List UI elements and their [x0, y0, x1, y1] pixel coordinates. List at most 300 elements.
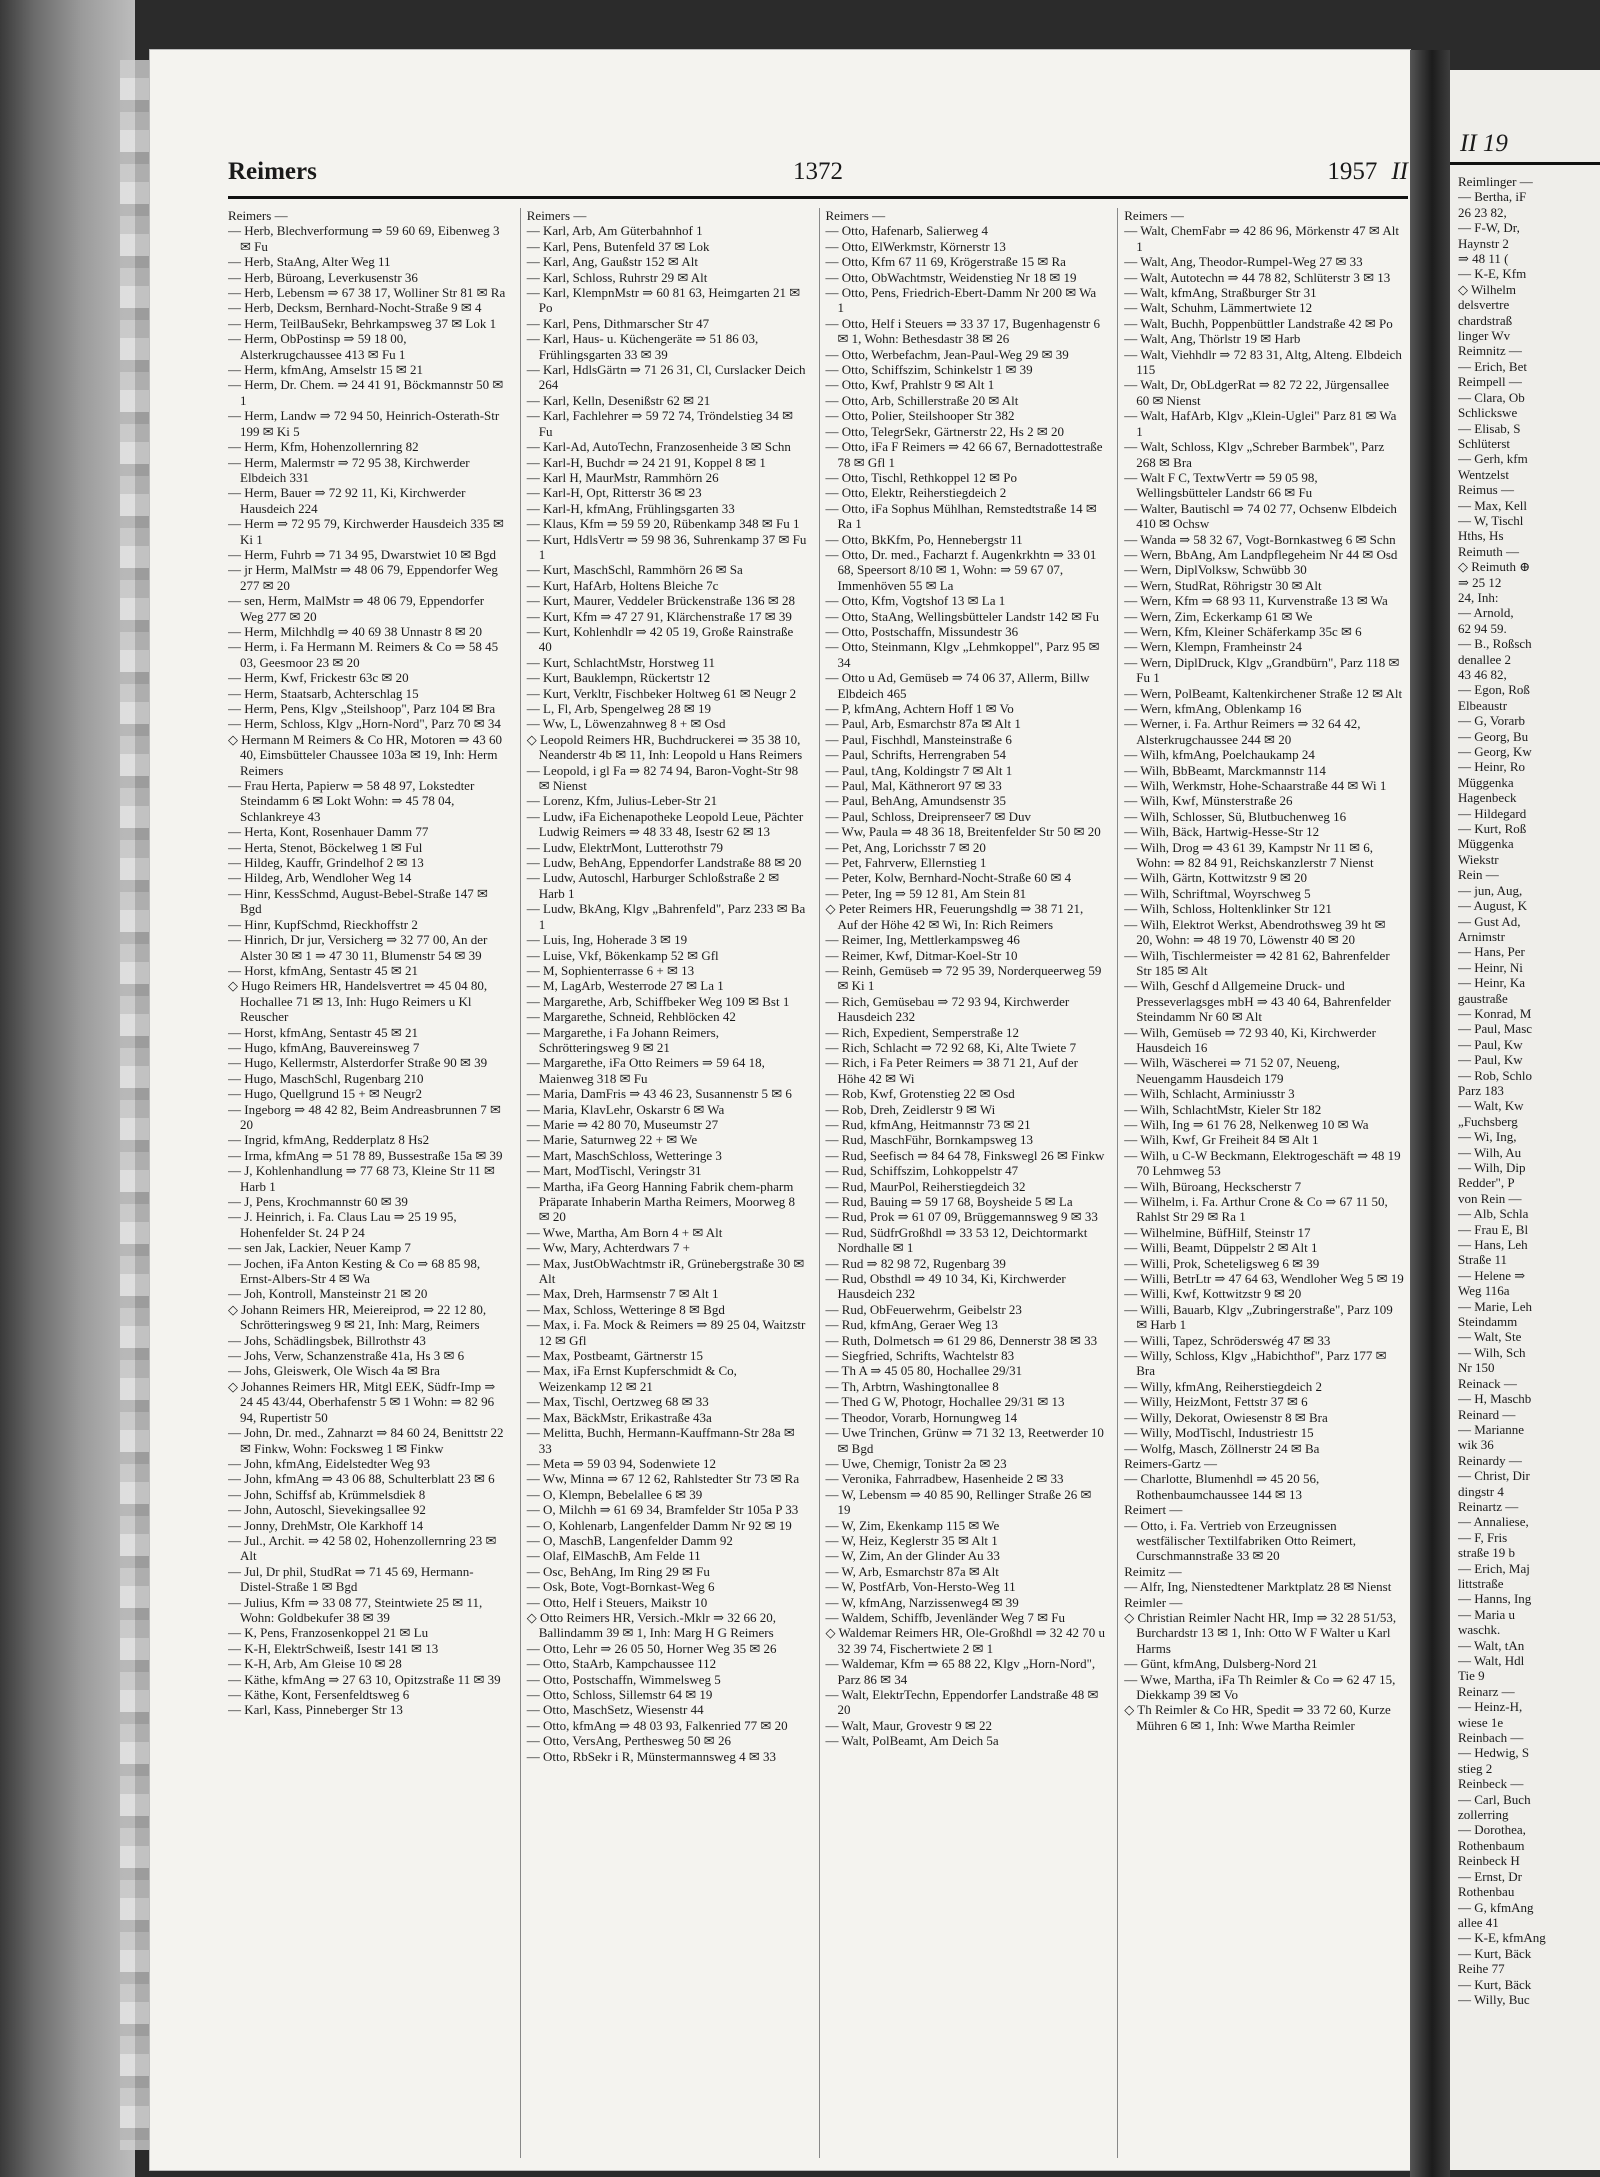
directory-entry: — Wilhelmine, BüfHilf, Steinstr 17 [1124, 1224, 1311, 1240]
directory-entry: — Siegfried, Schrifts, Wachtelstr 83 [825, 1348, 1015, 1364]
directory-entry: — Willi, BetrLtr ⇒ 47 64 63, Wendloher Weg 5 ✉ 19 [1124, 1271, 1404, 1287]
directory-entry: — Otto, Werbefachm, Jean-Paul-Weg 29 ✉ 39 [825, 346, 1069, 362]
directory-entry: — John, kfmAng, Eidelstedter Weg 93 [228, 1455, 430, 1471]
directory-entry: — Luis, Ing, Hoherade 3 ✉ 19 [526, 932, 688, 948]
directory-entry: — Otto, i. Fa. Vertrieb von Erzeugnissen westfälischer Textilfabriken Otto Reimert, Curschmannstraße 33 ✉ 20 [1124, 1517, 1357, 1564]
directory-entry: — Julius, Kfm ⇒ 33 08 77, Steintwiete 25 ✉ 11, Wohn: Goldbekufer 38 ✉ 39 [228, 1594, 483, 1625]
directory-entry: — Paul, BehAng, Amundsenstr 35 [825, 793, 1007, 809]
directory-entry: — Otto, Schloss, Sillemstr 64 ✉ 19 [526, 1687, 713, 1702]
directory-entry: — Rud, ObFeuerwehrm, Geibelstr 23 [825, 1301, 1022, 1317]
next-page-header: II 19 [1460, 130, 1508, 157]
directory-entry: — Herm, Fuhrb ⇒ 71 34 95, Dwarstwiet 10 ✉ Bgd [228, 546, 497, 562]
next-page-line: Tie 9 [1458, 1668, 1485, 1684]
next-page-line: — Rob, Schlo [1458, 1067, 1533, 1083]
directory-entry: — Kurt, Bauklempn, Rückertstr 12 [526, 670, 711, 686]
directory-column-3 [819, 208, 1110, 2158]
directory-entry: — Herb, Decksm, Bernhard-Nocht-Straße 9 ✉ 4 [228, 300, 482, 316]
next-page-line: delsvertre [1458, 297, 1510, 313]
directory-entry: ◇ Leopold Reimers HR, Buchdruckerei ⇒ 35 38 10, Neanderstr 4b ✉ 11, Inh: Leopold u Hans Reimers [526, 731, 803, 763]
directory-entry: ◇ Th Reimler & Co HR, Spedit ⇒ 33 72 60, Kurze Mühren 6 ✉ 1, Inh: Wwe Martha Reimler [1124, 1702, 1391, 1733]
directory-entry: — Hinr, KupfSchmd, Rieckhoffstr 2 [228, 916, 418, 932]
directory-entry: — Rich, Schlacht ⇒ 72 92 68, Ki, Alte Twiete 7 [825, 1039, 1077, 1055]
next-page-line: Hagenbeck [1458, 790, 1517, 806]
directory-entry: — Käthe, kfmAng ⇒ 27 63 10, Opitzstraße 11 ✉ 39 [228, 1671, 501, 1687]
next-page-line: dingstr 4 [1458, 1483, 1504, 1499]
directory-entry: — Otto, ObWachtmstr, Weidenstieg Nr 18 ✉ 19 [825, 269, 1077, 285]
directory-entry: — John, Dr. med., Zahnarzt ⇒ 84 60 24, Benittstr 22 ✉ Finkw, Wohn: Focksweg 1 ✉ Finkw [228, 1425, 504, 1456]
next-page-line: — Paul, Masc [1458, 1021, 1533, 1037]
next-page-line: Reinbach — [1458, 1730, 1524, 1746]
directory-entry: — Herm, Kwf, Frickestr 63c ✉ 20 [228, 670, 409, 686]
directory-entry: — Wolfg, Masch, Zöllnerstr 24 ✉ Ba [1124, 1440, 1320, 1456]
next-page-line: — Hans, Per [1458, 944, 1525, 960]
next-page-line: — Paul, Kw [1458, 1036, 1523, 1052]
directory-entry: — Käthe, Kont, Fersenfeldtsweg 6 [228, 1687, 410, 1702]
directory-entry: ◇ Johannes Reimers HR, Mitgl EEK, Südfr-Imp ⇒ 24 45 43/44, Oberhafenstr 5 ✉ 1 Wohn: ⇒ 82 96 94, Rupertistr 50 [228, 1378, 496, 1425]
directory-entry: — Uwe, Chemigr, Tonistr 2a ✉ 23 [825, 1455, 1007, 1471]
directory-entry: — K, Pens, Franzosenkoppel 21 ✉ Lu [228, 1625, 429, 1641]
directory-entry: — Margarethe, i Fa Johann Reimers, Schrötteringsweg 9 ✉ 21 [526, 1024, 719, 1055]
directory-entry: ◇ Waldemar Reimers HR, Ole-Großhdl ⇒ 32 42 70 u 32 39 74, Fischertwiete 2 ✉ 1 [825, 1625, 1106, 1656]
directory-entry: — Walt, kfmAng, Straßburger Str 31 [1124, 285, 1317, 301]
directory-entry: — Peter, Ing ⇒ 59 12 81, Am Stein 81 [825, 885, 1027, 901]
directory-entry: — Wilh, Büroang, Heckscherstr 7 [1124, 1178, 1302, 1194]
next-page-line: „Fuchsberg [1458, 1113, 1518, 1129]
next-page-line: Nr 150 [1458, 1360, 1495, 1376]
directory-entry: — Herb, Büroang, Leverkusenstr 36 [228, 269, 418, 285]
directory-entry: — Waldem, Schiffb, Jevenländer Weg 7 ✉ Fu [825, 1609, 1066, 1625]
directory-entry: — Kurt, MaschSchl, Rammhörn 26 ✉ Sa [526, 562, 743, 578]
directory-entry: — Rud, Schiffszim, Lohkoppelstr 47 [825, 1163, 1019, 1179]
directory-entry: — John, Schiffsf ab, Krümmelsdiek 8 [228, 1486, 426, 1502]
directory-entry: — Walter, Bautischl ⇒ 74 02 77, Ochsenw Elbdeich 410 ✉ Ochsw [1124, 500, 1397, 532]
directory-entry: — Herta, Kont, Rosenhauer Damm 77 [228, 824, 429, 840]
directory-entry: — Otto, Elektr, Reiherstiegdeich 2 [825, 485, 1007, 501]
directory-entry: — Otto, Schiffszim, Schinkelstr 1 ✉ 39 [825, 362, 1033, 378]
next-page-line: — jun, Aug, [1458, 882, 1523, 898]
directory-entry: — Ruth, Dolmetsch ⇒ 61 29 86, Dennerstr 38 ✉ 33 [825, 1332, 1098, 1348]
next-page-line: — Heinr, Ka [1458, 975, 1525, 991]
directory-entry: — O, Kohlenarb, Langenfelder Damm Nr 92 ✉ 19 [526, 1517, 792, 1533]
directory-entry: Reimitz — [1124, 1563, 1182, 1579]
directory-entry: ◇ Johann Reimers HR, Meiereiprod, ⇒ 22 12 80, Schrötteringsweg 9 ✉ 21, Inh: Marg, Reimers [228, 1301, 487, 1333]
directory-entry: — Walt, Buchh, Poppenbüttler Landstraße 42 ✉ Po [1124, 315, 1393, 331]
directory-entry: — Ludw, ElektrMont, Lutterothstr 79 [526, 839, 724, 855]
next-page-line: Reimnitz — [1458, 343, 1522, 359]
header-head-word: Reimers [228, 158, 317, 185]
next-page-line: Müggenka [1458, 774, 1514, 790]
next-page-line: — Walt, tAn [1458, 1637, 1525, 1653]
directory-entry: — Rud, MaurPol, Reiherstiegdeich 32 [825, 1178, 1026, 1194]
directory-entry: — Otto, Steinmann, Klgv „Lehmkoppel", Parz 95 ✉ 34 [825, 639, 1100, 670]
next-page-line: — Kurt, Roß [1458, 821, 1527, 837]
header-volume: II [1391, 158, 1408, 185]
directory-entry: — Herta, Stenot, Böckelweg 1 ✉ Ful [228, 839, 423, 855]
directory-entry: — Karl H, MaurMstr, Rammhörn 26 [526, 469, 719, 485]
directory-entry: — Willy, kfmAng, Reiherstiegdeich 2 [1124, 1378, 1322, 1394]
directory-entry: — Max, Postbeamt, Gärtnerstr 15 [526, 1348, 703, 1364]
next-page-line: Reinbeck — [1458, 1776, 1524, 1792]
directory-entry: — Rud, Obsthdl ⇒ 49 10 34, Ki, Kirchwerder Hausdeich 232 [825, 1271, 1066, 1302]
next-page-line: Reimpell — [1458, 374, 1522, 390]
directory-entry: — L, Fl, Arb, Spengelweg 28 ✉ 19 [526, 701, 711, 716]
directory-entry: — Willy, Schloss, Klgv „Habichthof", Parz 177 ✉ Bra [1124, 1348, 1387, 1379]
directory-entry: — Melitta, Buchh, Hermann-Kauffmann-Str 28a ✉ 33 [526, 1425, 795, 1456]
directory-entry: — Kurt, Verkltr, Fischbeker Holtweg 61 ✉ Neugr 2 [526, 685, 797, 701]
next-page-line: — Carl, Buch [1458, 1791, 1531, 1807]
directory-entry: — Ludw, iFa Eichenapotheke Leopold Leue, Pächter Ludwig Reimers ⇒ 48 33 48, Isestr 62 ✉ 13 [526, 808, 804, 840]
directory-entry: — W, Heiz, Keglerstr 35 ✉ Alt 1 [825, 1532, 998, 1548]
book-binding [0, 0, 135, 2177]
directory-entry: — J. Heinrich, i. Fa. Claus Lau ⇒ 25 19 95, Hohenfelder St. 24 P 24 [228, 1209, 457, 1240]
directory-entry: — Rud, MaschFühr, Bornkampsweg 13 [825, 1132, 1033, 1148]
directory-entry: Reimers — [1124, 208, 1184, 223]
directory-entry: — Karl, Fachlehrer ⇒ 59 72 74, Tröndelstieg 34 ✉ Fu [526, 408, 793, 439]
next-page-line: — Egon, Roß [1458, 682, 1530, 698]
next-page-line: — Georg, Kw [1458, 744, 1532, 760]
directory-entry: — Mart, ModTischl, Veringstr 31 [526, 1163, 702, 1179]
directory-entry: — Johs, Gleiswerk, Ole Wisch 4a ✉ Bra [228, 1363, 440, 1379]
directory-entry: — Marie, Saturnweg 22 + ✉ We [526, 1132, 698, 1148]
directory-entry: — Otto, Polier, Steilshooper Str 382 [825, 408, 1015, 424]
next-page-column [1458, 174, 1600, 2007]
next-page-line: — Walt, Ste [1458, 1329, 1522, 1345]
directory-entry: — Margarethe, Schneid, Rehblöcken 42 [526, 1009, 736, 1025]
directory-entry: — Wilh, Schlosser, Sü, Blutbuchenweg 16 [1124, 808, 1347, 824]
directory-entry: — W, Arb, Esmarchstr 87a ✉ Alt [825, 1563, 999, 1579]
directory-entry: — Wilh, Bäck, Hartwig-Hesse-Str 12 [1124, 824, 1320, 840]
next-page-line: Reihe 77 [1458, 1961, 1505, 1977]
next-page-line: — F, Fris [1458, 1529, 1508, 1545]
directory-entry: — Herm, Milchhdlg ⇒ 40 69 38 Unnastr 8 ✉ 20 [228, 623, 482, 639]
directory-entry: — Herm, Bauer ⇒ 72 92 11, Ki, Kirchwerder Hausdeich 224 [228, 485, 466, 516]
next-page-line: — B., Roßsch [1458, 636, 1532, 652]
directory-entry: — Wern, DiplDruck, Klgv „Grandbürn", Parz 118 ✉ Fu 1 [1124, 654, 1400, 686]
directory-entry: — Wern, DiplVolksw, Schwübb 30 [1124, 562, 1307, 578]
directory-entry: — Irma, kfmAng ⇒ 51 78 89, Bussestraße 15a ✉ 39 [228, 1147, 503, 1163]
directory-entry: — J, Kohlenhandlung ⇒ 77 68 73, Kleine Str 11 ✉ Harb 1 [228, 1163, 495, 1194]
next-page-line: wik 36 [1458, 1437, 1494, 1453]
next-page-line: — W, Tischl [1458, 512, 1524, 528]
directory-entry: — Johs, Schädlingsbek, Billrothstr 43 [228, 1332, 426, 1348]
directory-entry: — Wwe, Martha, Am Born 4 + ✉ Alt [526, 1224, 723, 1240]
directory-entry: — Paul, Schrifts, Herrengraben 54 [825, 747, 1007, 763]
directory-entry: — Wilh, Gärtn, Kottwitzstr 9 ✉ 20 [1124, 870, 1307, 886]
directory-entry: — Willi, Kwf, Kottwitzstr 9 ✉ 20 [1124, 1286, 1302, 1302]
next-page-line: denallee 2 [1458, 651, 1512, 667]
directory-entry: — Walt, Autotechn ⇒ 44 78 82, Schlüterstr 3 ✉ 13 [1124, 269, 1391, 285]
directory-entry: — Otto, iFa F Reimers ⇒ 42 66 67, Bernadottestraße 78 ✉ Gfl 1 [825, 439, 1103, 470]
directory-entry: — Wwe, Martha, iFa Th Reimler & Co ⇒ 62 47 15, Diekkamp 39 ✉ Vo [1124, 1671, 1396, 1702]
next-page-line: Arnimstr [1458, 928, 1505, 944]
directory-entry: — Otto, Lehr ⇒ 26 05 50, Horner Weg 35 ✉ 26 [526, 1640, 777, 1656]
next-page-line: 24, Inh: [1458, 589, 1499, 605]
next-page-line: Reimus — [1458, 482, 1514, 498]
next-page-line: — Kurt, Bäck [1458, 1945, 1532, 1961]
next-page-line: Rothenbau [1458, 1884, 1515, 1900]
directory-entry: — Paul, tAng, Koldingstr 7 ✉ Alt 1 [825, 762, 1013, 778]
next-page-line: straße 19 b [1458, 1545, 1516, 1561]
next-page-line: — Gust Ad, [1458, 913, 1521, 929]
directory-entry: — Ww, L, Löwenzahnweg 8 + ✉ Osd [526, 716, 726, 732]
directory-entry: — Otto, Postschaffn, Missundestr 36 [825, 623, 1019, 639]
directory-entry: — Herm, i. Fa Hermann M. Reimers & Co ⇒ 58 45 03, Geesmoor 23 ✉ 20 [228, 639, 499, 670]
directory-entry: — Osk, Bote, Vogt-Bornkast-Weg 6 [526, 1579, 715, 1595]
next-page-line: — Erich, Maj [1458, 1560, 1530, 1576]
next-page-line: — H, Maschb [1458, 1391, 1532, 1407]
next-page-line: — Alb, Schla [1458, 1206, 1529, 1222]
directory-entry: — Joh, Kontroll, Mansteinstr 21 ✉ 20 [228, 1286, 428, 1302]
next-page-line: — Georg, Bu [1458, 728, 1529, 744]
directory-entry: — Wern, PolBeamt, Kaltenkirchener Straße 12 ✉ Alt [1124, 685, 1403, 701]
next-page-line: Steindamm [1458, 1314, 1518, 1330]
directory-entry: — Horst, kfmAng, Sentastr 45 ✉ 21 [228, 1024, 418, 1040]
directory-entry: — Otto, BkKfm, Po, Hennebergstr 11 [825, 531, 1023, 547]
directory-entry: — Wilh, Gemüseb ⇒ 72 93 40, Ki, Kirchwerder Hausdeich 16 [1124, 1024, 1376, 1055]
directory-entry: — Otto, ElWerkmstr, Körnerstr 13 [825, 238, 1006, 254]
next-page-line: — K-E, Kfm [1458, 266, 1527, 282]
page-header [228, 158, 1408, 198]
directory-entry: — Reimer, Ing, Mettlerkampsweg 46 [825, 932, 1020, 948]
directory-entry: — Reimer, Kwf, Ditmar-Koel-Str 10 [825, 947, 1018, 963]
directory-entry: — O, Klempn, Bebelallee 6 ✉ 39 [526, 1486, 703, 1502]
directory-entry: — Wilh, Elektrot Werkst, Abendrothsweg 39 ht ✉ 20, Wohn: ⇒ 48 19 70, Löwenstr 40 ✉ 20 [1124, 916, 1386, 948]
directory-entry: — Herm ⇒ 72 95 79, Kirchwerder Hausdeich 335 ✉ Ki 1 [228, 516, 504, 547]
directory-entry: — Jochen, iFa Anton Kesting & Co ⇒ 68 85 98, Ernst-Albers-Str 4 ✉ Wa [228, 1255, 481, 1287]
directory-entry: — Leopold, i gl Fa ⇒ 82 74 94, Baron-Voght-Str 98 ✉ Nienst [526, 762, 799, 794]
directory-entry: — Willi, Prok, Scheteligsweg 6 ✉ 39 [1124, 1255, 1320, 1271]
directory-entry: — Herm, ObPostinsp ⇒ 59 18 00, Alsterkrugchaussee 413 ✉ Fu 1 [228, 331, 407, 362]
directory-entry: — Willi, Beamt, Düppelstr 2 ✉ Alt 1 [1124, 1240, 1318, 1256]
directory-entry: — Otto, Dr. med., Facharzt f. Augenkrkhtn ⇒ 33 01 68, Speersort 8/10 ✉ 1, Wohn: ⇒ 59 67 07, Immenhöven 55 ✉ La [825, 546, 1097, 593]
directory-entry: — John, kfmAng ⇒ 43 06 88, Schulterblatt 23 ✉ 6 [228, 1471, 495, 1487]
next-page-line: — Konrad, M [1458, 1005, 1532, 1021]
directory-entry: — Hugo, MaschSchl, Rugenbarg 210 [228, 1070, 424, 1086]
next-page-line: — Max, Kell [1458, 497, 1527, 513]
directory-columns [228, 208, 1408, 2158]
directory-entry: — Kurt, HafArb, Holtens Bleiche 7c [526, 577, 719, 593]
directory-column-4 [1117, 208, 1408, 2158]
directory-entry: — Hugo, Kellermstr, Alsterdorfer Straße 90 ✉ 39 [228, 1055, 488, 1071]
next-page-line: — Christ, Dir [1458, 1468, 1530, 1484]
directory-entry: — Walt, Viehhdlr ⇒ 72 83 31, Altg, Alteng. Elbdeich 115 [1124, 346, 1402, 378]
directory-entry: — Mart, MaschSchloss, Wetteringe 3 [526, 1147, 722, 1163]
directory-entry: Reimler — [1124, 1594, 1183, 1610]
directory-entry: — Wilh, BbBeamt, Marckmannstr 114 [1124, 762, 1326, 778]
directory-entry: — Johs, Verw, Schanzenstraße 41a, Hs 3 ✉ 6 [228, 1348, 465, 1364]
directory-entry: — Martha, iFa Georg Hanning Fabrik chem-pharm Präparate Inhaberin Martha Reimers, Moorweg 8 ✉ 20 [526, 1178, 796, 1225]
header-year: 1957 [1327, 158, 1378, 185]
next-page-line: littstraße [1458, 1575, 1504, 1591]
directory-entry: — Herm, kfmAng, Amselstr 15 ✉ 21 [228, 362, 424, 378]
directory-entry: — Herm, Schloss, Klgv „Horn-Nord", Parz 70 ✉ 34 [228, 716, 501, 732]
directory-entry: — Veronika, Fahrradbew, Hasenheide 2 ✉ 33 [825, 1471, 1064, 1487]
next-page-line: — Dorothea, [1458, 1822, 1526, 1838]
directory-entry: — Hildeg, Arb, Wendloher Weg 14 [228, 870, 412, 886]
next-page-line: Reimuth — [1458, 543, 1520, 559]
directory-entry: — Karl, Kelln, Desenißstr 62 ✉ 21 [526, 392, 711, 408]
directory-entry: — Otto, Tischl, Rethkoppel 12 ✉ Po [825, 469, 1017, 485]
directory-entry: — Margarethe, iFa Otto Reimers ⇒ 59 64 18, Maienweg 318 ✉ Fu [526, 1055, 765, 1086]
directory-entry: — Hildeg, Kauffr, Grindelhof 2 ✉ 13 [228, 855, 424, 871]
directory-entry: — Otto, TelegrSekr, Gärtnerstr 22, Hs 2 ✉ 20 [825, 423, 1064, 439]
next-page-line: — K-E, kfmAng [1458, 1930, 1546, 1946]
directory-entry: — Karl-H, Buchdr ⇒ 24 21 91, Koppel 8 ✉ 1 [526, 454, 766, 470]
directory-entry: — jr Herm, MalMstr ⇒ 48 06 79, Eppendorfer Weg 277 ✉ 20 [228, 562, 498, 593]
directory-entry: — Margarethe, Arb, Schiffbeker Weg 109 ✉ Bst 1 [526, 993, 790, 1009]
next-page-line: 43 46 82, [1458, 667, 1507, 682]
next-page-line: — Hans, Leh [1458, 1237, 1528, 1253]
directory-entry: — Karl-H, Opt, Ritterstr 36 ✉ 23 [526, 485, 702, 501]
directory-entry: — M, Sophienterrasse 6 + ✉ 13 [526, 962, 695, 978]
directory-entry: — Herm, Dr. Chem. ⇒ 24 41 91, Böckmannstr 50 ✉ 1 [228, 377, 504, 408]
next-page-line: wiese 1e [1458, 1714, 1504, 1730]
directory-entry: — Pet, Ang, Lorichsstr 7 ✉ 20 [825, 839, 986, 855]
directory-entry: — K-H, ElektrSchweiß, Isestr 141 ✉ 13 [228, 1640, 439, 1656]
directory-entry: Reimers-Gartz — [1124, 1455, 1218, 1471]
directory-entry: Reimers — [526, 208, 587, 223]
directory-entry: — Ingrid, kfmAng, Redderplatz 8 Hs2 [228, 1132, 430, 1148]
directory-entry: — Ingeborg ⇒ 48 42 82, Beim Andreasbrunnen 7 ✉ 20 [228, 1101, 501, 1132]
directory-entry: — Herb, Blechverformung ⇒ 59 60 69, Eibenweg 3 ✉ Fu [228, 223, 500, 254]
next-page-line: — Kurt, Bäck [1458, 1976, 1532, 1992]
directory-entry: — Herm, Malermstr ⇒ 72 95 38, Kirchwerder Elbdeich 331 [228, 454, 470, 485]
directory-entry: — Karl, Kass, Pinneberger Str 13 [228, 1702, 403, 1718]
directory-entry: — Wilh, kfmAng, Poelchaukamp 24 [1124, 747, 1315, 763]
next-page-line: — Elisab, S [1458, 420, 1521, 436]
directory-entry: — Th A ⇒ 45 05 80, Hochallee 29/31 [825, 1363, 1023, 1379]
next-page-line: Reinack — [1458, 1375, 1517, 1391]
directory-entry: — Walt, ElektrTechn, Eppendorfer Landstraße 48 ✉ 20 [825, 1687, 1099, 1718]
directory-entry: — Ww, Mary, Achterdwars 7 + [526, 1240, 690, 1256]
directory-entry: — Ludw, BehAng, Eppendorfer Landstraße 88 ✉ 20 [526, 855, 802, 871]
directory-entry: — J, Pens, Krochmannstr 60 ✉ 39 [228, 1194, 408, 1209]
directory-entry: — Otto, iFa Sophus Mühlhan, Remstedtstraße 14 ✉ Ra 1 [825, 500, 1097, 532]
directory-entry: — Kurt, HdlsVertr ⇒ 59 98 36, Suhrenkamp 37 ✉ Fu 1 [526, 531, 807, 562]
next-page-line: — Clara, Ob [1458, 389, 1525, 405]
next-page-line: — Heinz-H, [1458, 1699, 1523, 1715]
directory-entry: — Hinr, KessSchmd, August-Bebel-Straße 147 ✉ Bgd [228, 885, 488, 917]
directory-entry: Reimers — [228, 208, 288, 223]
directory-entry: — Reinh, Gemüseb ⇒ 72 95 39, Norderqueerweg 59 ✉ Ki 1 [825, 962, 1102, 994]
directory-entry: — Herm, Pens, Klgv „Steilshoop", Parz 104 ✉ Bra [228, 701, 496, 716]
directory-entry: — Otto, Arb, Schillerstraße 20 ✉ Alt [825, 392, 1019, 408]
directory-entry: — Peter, Kolw, Bernhard-Nocht-Straße 60 ✉ 4 [825, 870, 1072, 886]
directory-entry: — Osc, BehAng, Im Ring 29 ✉ Fu [526, 1563, 710, 1579]
directory-entry: — Willi, Bauarb, Klgv „Zubringerstraße", Parz 109 ✉ Harb 1 [1124, 1301, 1393, 1333]
header-year-volume [1327, 158, 1408, 186]
directory-entry: — Rich, i Fa Peter Reimers ⇒ 38 71 21, Auf der Höhe 42 ✉ Wi [825, 1055, 1078, 1086]
directory-entry: — M, LagArb, Westerrode 27 ✉ La 1 [526, 978, 724, 994]
next-page-line: Reinardy — [1458, 1452, 1522, 1468]
directory-entry: — Hinrich, Dr jur, Versicherg ⇒ 32 77 00, An der Alster 30 ✉ 1 ⇒ 47 30 11, Blumenstr 54 ✉ 39 [228, 932, 488, 963]
next-page-line: 26 23 82, [1458, 204, 1507, 220]
next-page-line: waschk. [1458, 1622, 1501, 1638]
directory-entry: — Otto, MaschSetz, Wiesenstr 44 [526, 1702, 704, 1718]
directory-entry: — Otto, Helf i Steuers, Maikstr 10 [526, 1594, 708, 1610]
directory-entry: — Otto, Hafenarb, Salierweg 4 [825, 223, 988, 239]
directory-entry: — Maria, DamFris ⇒ 43 46 23, Susannenstr 5 ✉ 6 [526, 1086, 792, 1102]
directory-column-1 [228, 208, 512, 2158]
directory-entry: — Wilh, Schloss, Holtenklinker Str 121 [1124, 901, 1332, 917]
directory-entry: — Karl, KlempnMstr ⇒ 60 81 63, Heimgarten 21 ✉ Po [526, 285, 801, 316]
directory-entry: — Karl, Pens, Butenfeld 37 ✉ Lok [526, 238, 710, 254]
directory-entry: — Walt, Schuhm, Lämmertwiete 12 [1124, 300, 1313, 316]
directory-entry: — sen, Herm, MalMstr ⇒ 48 06 79, Eppendorfer Weg 277 ✉ 20 [228, 593, 485, 624]
directory-entry: — Max, i. Fa. Mock & Reimers ⇒ 89 25 04, Waitzstr 12 ✉ Gfl [526, 1317, 806, 1348]
next-page-line: Wentzelst [1458, 466, 1509, 482]
next-page-line: ⇒ 25 12 [1458, 574, 1502, 590]
directory-entry: — Maria, KlavLehr, Oskarstr 6 ✉ Wa [526, 1101, 725, 1117]
directory-entry: — Wilh, Werkmstr, Hohe-Schaarstraße 44 ✉ Wi 1 [1124, 778, 1387, 794]
directory-entry: — Rud, Seefisch ⇒ 84 64 78, Finkswegl 26 ✉ Finkw [825, 1147, 1105, 1163]
directory-entry: — Kurt, Kfm ⇒ 47 27 91, Klärchenstraße 17 ✉ 39 [526, 608, 792, 624]
directory-entry: — Herm, Landw ⇒ 72 94 50, Heinrich-Osterath-Str 199 ✉ Ki 5 [228, 408, 500, 439]
directory-entry: — Wern, BbAng, Am Landpflegeheim Nr 44 ✉ Osd [1124, 546, 1398, 562]
directory-entry: Reimers — [825, 208, 886, 223]
directory-entry: — P, kfmAng, Achtern Hoff 1 ✉ Vo [825, 701, 1014, 716]
directory-entry: — Olaf, ElMaschB, Am Felde 11 [526, 1548, 701, 1564]
next-page-line: — Wilh, Au [1458, 1144, 1522, 1160]
next-page-line: — Hildegard [1458, 805, 1527, 821]
next-page-line: Rothenbaum [1458, 1837, 1525, 1853]
directory-entry: ◇ Otto Reimers HR, Versich.-Mklr ⇒ 32 66 20, Ballindamm 39 ✉ 1, Inh: Marg H G Reimers [526, 1609, 776, 1641]
directory-entry: — Rob, Kwf, Grotenstieg 22 ✉ Osd [825, 1086, 1015, 1102]
directory-entry: — Theodor, Vorarb, Hornungweg 14 [825, 1409, 1018, 1425]
next-page-edge [1450, 70, 1600, 2170]
directory-entry: — Willi, Tapez, Schröderswég 47 ✉ 33 [1124, 1332, 1331, 1348]
directory-entry: — Wern, kfmAng, Oblenkamp 16 [1124, 701, 1302, 716]
directory-entry: — Wilh, Kwf, Gr Freiheit 84 ✉ Alt 1 [1124, 1132, 1319, 1148]
directory-entry: — O, MaschB, Langenfelder Damm 92 [526, 1532, 733, 1548]
directory-entry: — Otto, Helf i Steuers ⇒ 33 37 17, Bugenhagenstr 6 ✉ 1, Wohn: Bethesdastr 38 ✉ 26 [825, 315, 1100, 347]
next-page-line: Redder", P [1458, 1175, 1515, 1191]
directory-entry: — Willy, HeizMont, Fettstr 37 ✉ 6 [1124, 1394, 1308, 1410]
directory-entry: Reimert — [1124, 1502, 1183, 1518]
directory-entry: — Karl, Ang, Gaußstr 152 ✉ Alt [526, 254, 698, 270]
next-page-line: Rein — [1458, 867, 1499, 883]
directory-entry: — Otto, RbSekr i R, Münstermannsweg 4 ✉ 33 [526, 1748, 776, 1764]
next-page-line: — Bertha, iF [1458, 189, 1527, 205]
directory-entry: — Charlotte, Blumenhdl ⇒ 45 20 56, Rothenbaumchaussee 144 ✉ 13 [1124, 1471, 1320, 1502]
directory-entry: — Karl-Ad, AutoTechn, Franzosenheide 3 ✉ Schn [526, 439, 791, 455]
directory-entry: — Alfr, Ing, Nienstedtener Marktplatz 28 ✉ Nienst [1124, 1579, 1392, 1595]
next-page-line: Reinbeck H [1458, 1853, 1520, 1869]
next-page-line: allee 41 [1458, 1914, 1499, 1930]
directory-entry: ◇ Hermann M Reimers & Co HR, Motoren ⇒ 43 60 40, Eimsbütteler Chaussee 103a ✉ 19, Inh: Herm Reimers [228, 731, 503, 778]
directory-entry: — Wern, Zim, Eckerkamp 61 ✉ We [1124, 608, 1313, 624]
directory-entry: — Otto, Pens, Friedrich-Ebert-Damm Nr 200 ✉ Wa 1 [825, 285, 1097, 316]
directory-entry: — Max, iFa Ernst Kupferschmidt & Co, Weizenkamp 12 ✉ 21 [526, 1363, 737, 1394]
directory-entry: — Otto u Ad, Gemüseb ⇒ 74 06 37, Allerm, Billw Elbdeich 465 [825, 670, 1090, 701]
directory-entry: — Max, JustObWachtmstr iR, Grünebergstraße 30 ✉ Alt [526, 1255, 805, 1287]
directory-entry: — Marie ⇒ 42 80 70, Museumstr 27 [526, 1116, 719, 1132]
next-page-line: — Walt, Hdl [1458, 1653, 1525, 1668]
next-page-line: Reinarz — [1458, 1683, 1515, 1699]
directory-entry: — Wilh, Drog ⇒ 43 61 39, Kampstr Nr 11 ✉ 6, Wohn: ⇒ 82 84 91, Reichskanzlerstr 7 Nienst [1124, 839, 1374, 871]
directory-entry: — Herb, Lebensm ⇒ 67 38 17, Wolliner Str 81 ✉ Ra [228, 285, 506, 301]
directory-entry: — Frau Herta, Papierw ⇒ 58 48 97, Lokstedter Steindamm 6 ✉ Lokt Wohn: ⇒ 45 78 04, Schlankreye 43 [228, 778, 475, 824]
directory-entry: — Otto, StaAng, Wellingsbütteler Landstr 142 ✉ Fu [825, 608, 1100, 624]
directory-entry: — Kurt, Maurer, Veddeler Brückenstraße 136 ✉ 28 [526, 593, 796, 609]
next-page-line: Schlüterst [1458, 435, 1510, 451]
directory-entry: — Jonny, DrehMstr, Ole Karkhoff 14 [228, 1517, 424, 1533]
directory-entry: — Jul, Dr phil, StudRat ⇒ 71 45 69, Hermann-Distel-Straße 1 ✉ Bgd [228, 1563, 474, 1595]
directory-entry: — Rud, Prok ⇒ 61 07 09, Brüggemannsweg 9 ✉ 33 [825, 1209, 1098, 1225]
next-page-line: Parz 183 [1458, 1082, 1504, 1098]
directory-entry: — Wilh, u C-W Beckmann, Elektrogeschäft ⇒ 48 19 70 Lehmweg 53 [1124, 1147, 1401, 1179]
next-page-line: — Marianne [1458, 1421, 1525, 1437]
